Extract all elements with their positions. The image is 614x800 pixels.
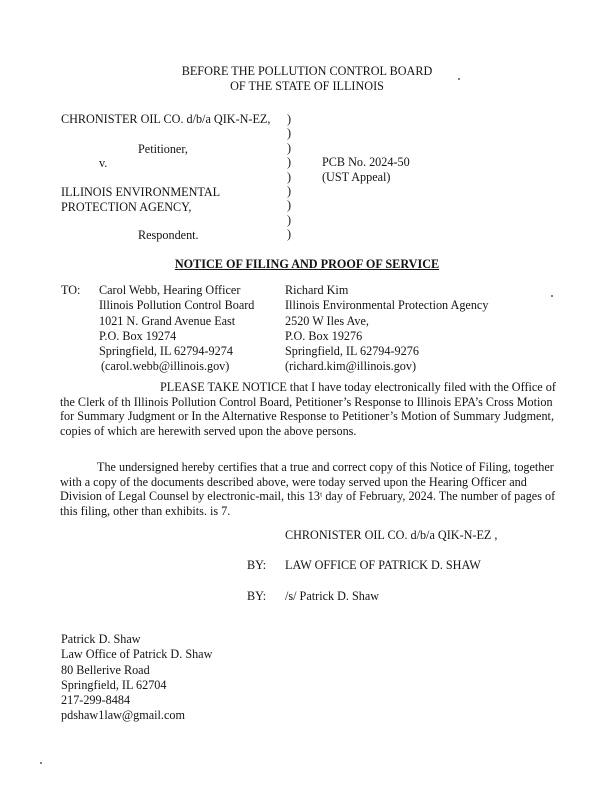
by-label: BY: [247, 589, 267, 603]
respondent-name-line-2: PROTECTION AGENCY, [61, 200, 192, 214]
signature-signer: /s/ Patrick D. Shaw [285, 589, 380, 603]
contact-line: 80 Bellerive Road [61, 662, 150, 677]
addressee-hearing-officer [99, 283, 254, 375]
address-line: 2520 W Iles Ave, [285, 313, 369, 328]
case-number: PCB No. 2024-50 [322, 155, 410, 169]
caption-paren: ) [287, 184, 292, 198]
address-line: Illinois Environmental Protection Agency [285, 298, 489, 313]
document-title: NOTICE OF FILING AND PROOF OF SERVICE [174, 257, 440, 271]
contact-line: Springfield, IL 62704 [61, 677, 167, 692]
versus: v. [99, 156, 108, 170]
caption-paren: ) [287, 112, 292, 126]
caption-paren: ) [287, 126, 292, 140]
address-line: 1021 N. Grand Avenue East [99, 313, 236, 328]
signature-party: CHRONISTER OIL CO. d/b/a QIK-N-EZ , [285, 528, 498, 542]
court-heading-line-2: OF THE STATE OF ILLINOIS [230, 79, 384, 93]
caption-paren: ) [287, 198, 292, 212]
caption-paren: ) [287, 141, 292, 155]
address-line: Richard Kim [285, 283, 349, 297]
scan-speck [458, 78, 460, 80]
addressee-iepa [285, 283, 488, 375]
address-line: (carol.webb@illinois.gov) [101, 359, 230, 374]
contact-line: Patrick D. Shaw [61, 632, 141, 646]
contact-line: 217-299-8484 [61, 693, 131, 708]
contact-line: pdshaw1law@gmail.com [61, 708, 185, 723]
address-line: P.O. Box 19276 [285, 328, 363, 343]
scan-speck [40, 762, 42, 764]
court-heading-line-1: BEFORE THE POLLUTION CONTROL BOARD [181, 64, 433, 78]
address-line: (richard.kim@illinois.gov) [285, 359, 417, 374]
by-label: BY: [247, 558, 267, 572]
address-line: Carol Webb, Hearing Officer [99, 283, 241, 297]
caption-paren: ) [287, 227, 292, 241]
caption-paren: ) [287, 170, 292, 184]
notice-paragraph: PLEASE TAKE NOTICE that I have today electronically filed with the Office of the Clerk of th Illinois Pollution Control Board, Petitioner’s Response to Illinois EPA’s Cross Motion for Summary Judgment or In the Alternative Response to Petitioner’s Motion of Summary Judgment, copies of which are herewith served upon the above persons. [60, 380, 556, 438]
respondent-name-line-1: ILLINOIS ENVIRONMENTAL [61, 185, 221, 199]
attorney-contact-block [61, 632, 212, 724]
petitioner-role: Petitioner, [138, 142, 188, 156]
petitioner-name: CHRONISTER OIL CO. d/b/a QIK-N-EZ, [61, 112, 271, 126]
address-line: Springfield, IL 62794-9274 [99, 344, 233, 359]
contact-line: Law Office of Patrick D. Shaw [61, 647, 213, 662]
address-line: Illinois Pollution Control Board [99, 298, 255, 313]
address-line: P.O. Box 19274 [99, 328, 177, 343]
signature-firm: LAW OFFICE OF PATRICK D. SHAW [285, 558, 481, 572]
certification-paragraph: The undersigned hereby certifies that a true and correct copy of this Notice of Filing, together with a copy of the documents described above, were today served upon the Hearing Officer and Division of Legal Counsel by electronic-mail, this 13ᵗ day of February, 2024. The number of pages of this filing, other than exhibits. is 7. [60, 460, 556, 518]
scan-speck [551, 295, 553, 297]
caption-paren: ) [287, 213, 292, 227]
to-label: TO: [61, 283, 81, 297]
address-line: Springfield, IL 62794-9276 [285, 344, 419, 359]
caption-paren: ) [287, 155, 292, 169]
respondent-role: Respondent. [138, 228, 199, 242]
case-type: (UST Appeal) [322, 170, 391, 184]
